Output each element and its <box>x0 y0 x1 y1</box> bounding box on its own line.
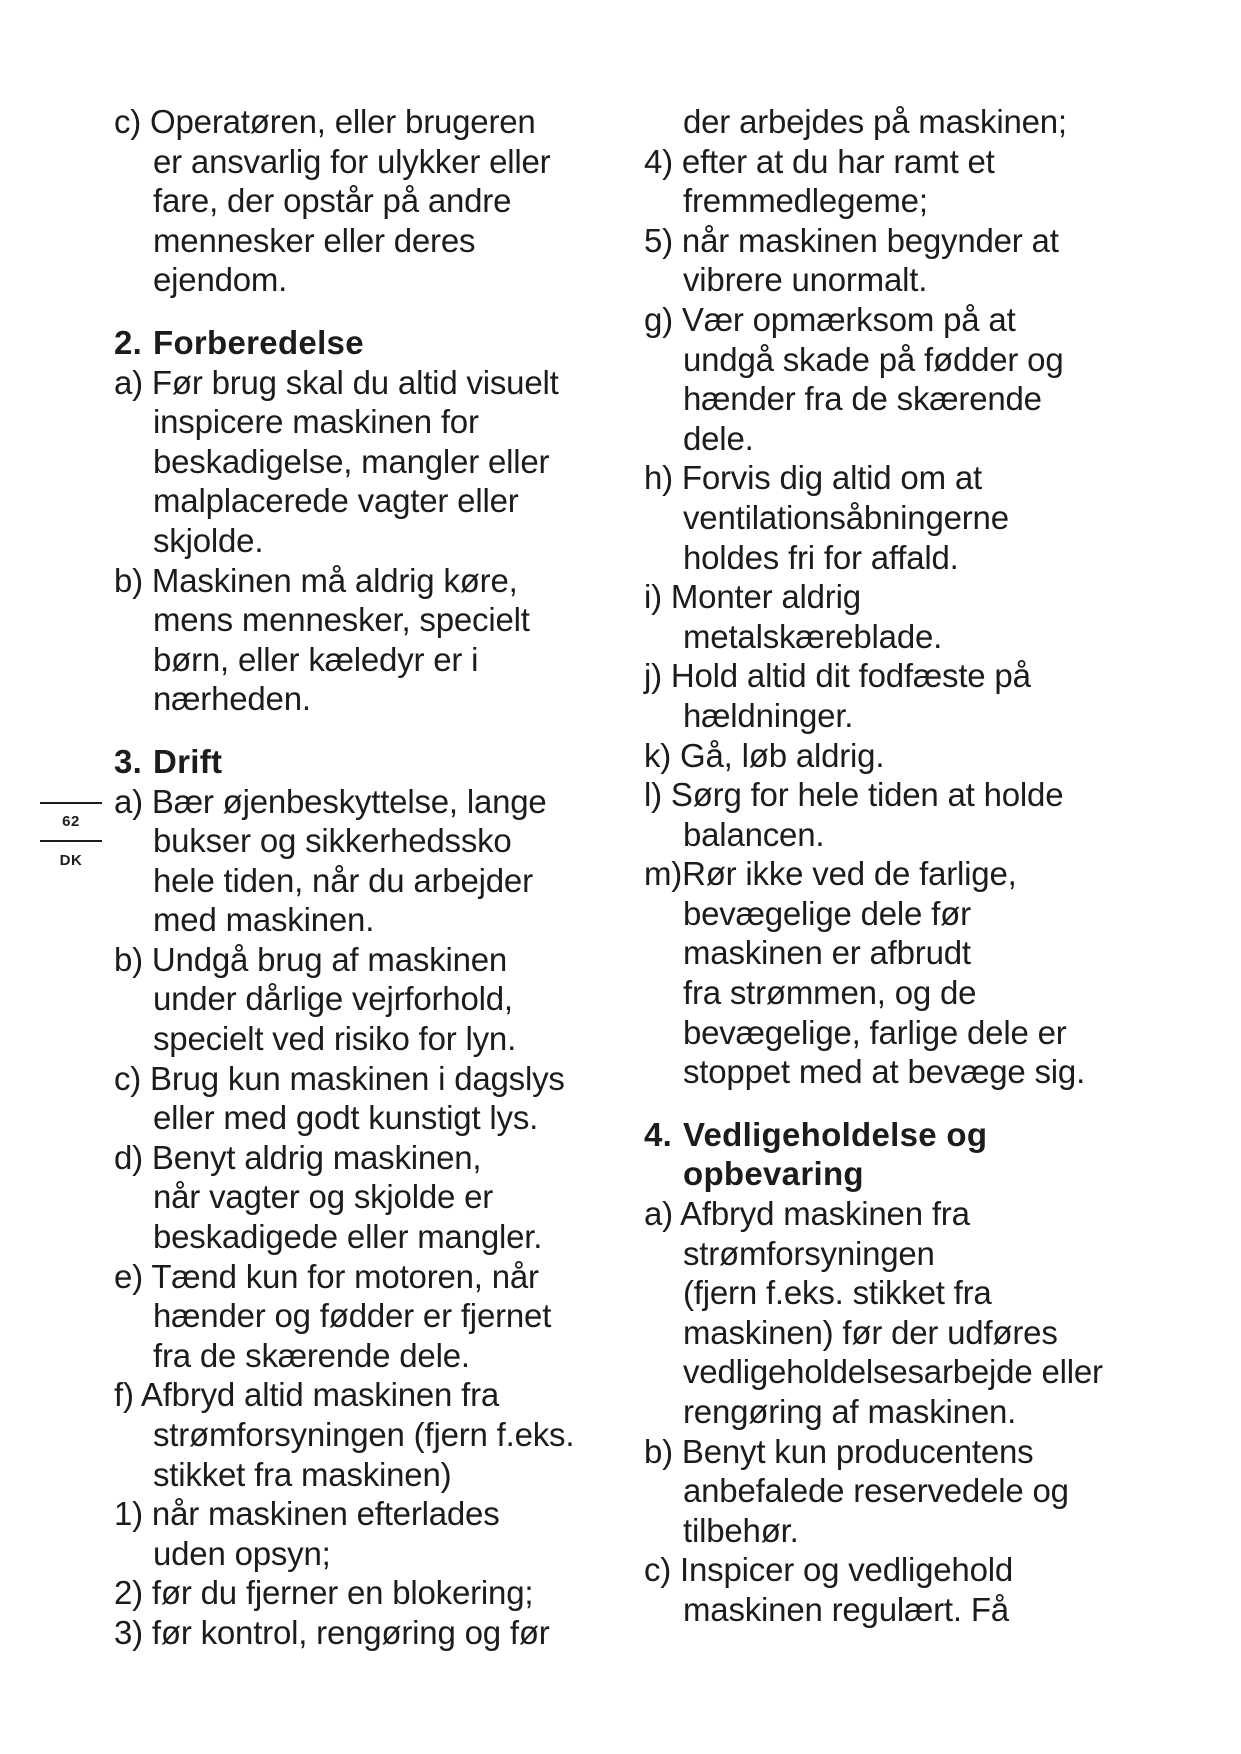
list-item-line: a) Før brug skal du altid visuelt <box>114 363 559 401</box>
section-gap <box>114 300 624 323</box>
text-line-continued: uden opsyn; <box>153 1534 331 1572</box>
text-line-continued: eller med godt kunstigt lys. <box>153 1099 539 1137</box>
text-line-continued: der arbejdes på maskinen; <box>683 103 1067 140</box>
list-item-line: 5) når maskinen begynder at <box>644 221 1059 259</box>
page-number: 62 <box>62 813 80 830</box>
text-line-continued: ejendom. <box>153 261 288 299</box>
text-line-continued: strømforsyningen <box>683 1234 935 1272</box>
text-line-continued: maskinen regulært. Få <box>683 1590 1009 1628</box>
text-line-continued: beskadigede eller mangler. <box>153 1218 543 1256</box>
list-item-line: f) Afbryd altid maskinen fra <box>114 1376 500 1414</box>
list-item-line: d) Benyt aldrig maskinen, <box>114 1138 482 1176</box>
list-item-line: l) Sørg for hele tiden at holde <box>644 776 1064 814</box>
text-line-continued: dele. <box>683 419 754 457</box>
section-heading <box>644 1115 1184 1155</box>
text-line-continued: maskinen) før der udføres <box>683 1313 1058 1351</box>
section-heading <box>114 742 624 782</box>
text-line-continued: inspicere maskinen for <box>153 403 479 441</box>
left-column <box>114 102 624 1653</box>
text-line-continued: (fjern f.eks. stikket fra <box>683 1274 992 1312</box>
text-line-continued: hældninger. <box>683 696 854 734</box>
list-item-line: i) Monter aldrig <box>644 578 861 616</box>
section-title: Vedligeholdelse og <box>683 1115 988 1153</box>
text-line-continued: nærheden. <box>153 680 311 718</box>
text-line-continued: undgå skade på fødder og <box>683 340 1064 378</box>
section-title: Forberedelse <box>153 323 364 361</box>
text-line-continued: mens mennesker, specielt <box>153 601 530 639</box>
text-line-continued: fra de skærende dele. <box>153 1336 470 1374</box>
text-line-continued: specielt ved risiko for lyn. <box>153 1020 517 1058</box>
text-line-continued: fare, der opstår på andre <box>153 182 512 220</box>
text-line-continued: strømforsyningen (fjern f.eks. <box>153 1416 575 1453</box>
page-marker <box>40 802 102 870</box>
text-line-continued: ventilationsåbningerne <box>683 498 1009 536</box>
text-line-continued: hænder fra de skærende <box>683 380 1042 418</box>
list-item-line: b) Maskinen må aldrig køre, <box>114 561 518 599</box>
text-line-continued: rengøring af maskinen. <box>683 1393 1017 1430</box>
section-gap <box>114 719 624 742</box>
text-line-continued: hænder og fødder er fjernet <box>153 1297 552 1335</box>
list-item-line: a) Afbryd maskinen fra <box>644 1195 970 1233</box>
text-line-continued: når vagter og skjolde er <box>153 1178 494 1216</box>
text-line-continued: fra strømmen, og de <box>683 974 977 1012</box>
section-title-continued: opbevaring <box>683 1155 864 1193</box>
text-line-continued: vibrere unormalt. <box>683 261 928 299</box>
text-line-continued: mennesker eller deres <box>153 221 476 259</box>
text-line-continued: er ansvarlig for ulykker eller <box>153 142 551 180</box>
text-line-continued: vedligeholdelsesarbejde eller <box>683 1353 1103 1391</box>
list-item-line: c) Operatøren, eller brugeren <box>114 103 536 140</box>
list-item-line: e) Tænd kun for motoren, når <box>114 1257 539 1295</box>
text-line-continued: bevægelige dele før <box>683 894 971 932</box>
text-line-continued: tilbehør. <box>683 1511 799 1549</box>
text-line-continued: anbefalede reservedele og <box>683 1472 1069 1510</box>
list-item-line: k) Gå, løb aldrig. <box>644 736 885 774</box>
section-number: 3. <box>114 742 143 780</box>
text-line-continued: børn, eller kæledyr er i <box>153 640 479 678</box>
text-line-continued: maskinen er afbrudt <box>683 934 971 972</box>
section-heading <box>114 323 624 363</box>
text-line-continued: balancen. <box>683 815 825 853</box>
list-item-line: b) Benyt kun producentens <box>644 1432 1034 1470</box>
list-item-line: a) Bær øjenbeskyttelse, lange <box>114 782 547 820</box>
list-item-line: 1) når maskinen efterlades <box>114 1495 500 1533</box>
text-line-continued: fremmedlegeme; <box>683 182 928 220</box>
text-line-continued: stoppet med at bevæge sig. <box>683 1053 1086 1091</box>
list-item-line: 4) efter at du har ramt et <box>644 142 995 180</box>
list-item-line: m)Rør ikke ved de farlige, <box>644 855 1017 893</box>
marker-rule-top <box>40 802 102 804</box>
text-line-continued: stikket fra maskinen) <box>153 1455 452 1493</box>
country-code: DK <box>59 852 83 869</box>
text-line-continued: bukser og sikkerhedssko <box>153 822 512 860</box>
text-line-continued: hele tiden, når du arbejder <box>153 861 533 899</box>
list-item-line: b) Undgå brug af maskinen <box>114 940 508 978</box>
text-line-continued: skjolde. <box>153 521 264 559</box>
list-item-line: g) Vær opmærksom på at <box>644 300 1016 338</box>
list-item-line: 2) før du fjerner en blokering; <box>114 1574 534 1612</box>
right-column <box>644 102 1184 1630</box>
section-gap <box>644 1092 1184 1115</box>
marker-rule-bottom <box>40 840 102 842</box>
text-line-continued: holdes fri for affald. <box>683 538 959 576</box>
section-number: 2. <box>114 323 143 361</box>
text-line-continued: metalskæreblade. <box>683 617 943 655</box>
text-line-continued: under dårlige vejrforhold, <box>153 980 513 1018</box>
list-item-line: j) Hold altid dit fodfæste på <box>644 657 1031 695</box>
section-number: 4. <box>644 1115 673 1153</box>
text-line-continued: med maskinen. <box>153 901 375 939</box>
text-line-continued: malplacerede vagter eller <box>153 482 519 520</box>
list-item-line: c) Brug kun maskinen i dagslys <box>114 1059 565 1097</box>
text-line-continued: beskadigelse, mangler eller <box>153 442 550 480</box>
list-item-line: h) Forvis dig altid om at <box>644 459 982 497</box>
list-item-line: 3) før kontrol, rengøring og før <box>114 1613 550 1651</box>
section-title: Drift <box>153 742 223 780</box>
text-line-continued: bevægelige, farlige dele er <box>683 1013 1067 1051</box>
list-item-line: c) Inspicer og vedligehold <box>644 1551 1014 1589</box>
